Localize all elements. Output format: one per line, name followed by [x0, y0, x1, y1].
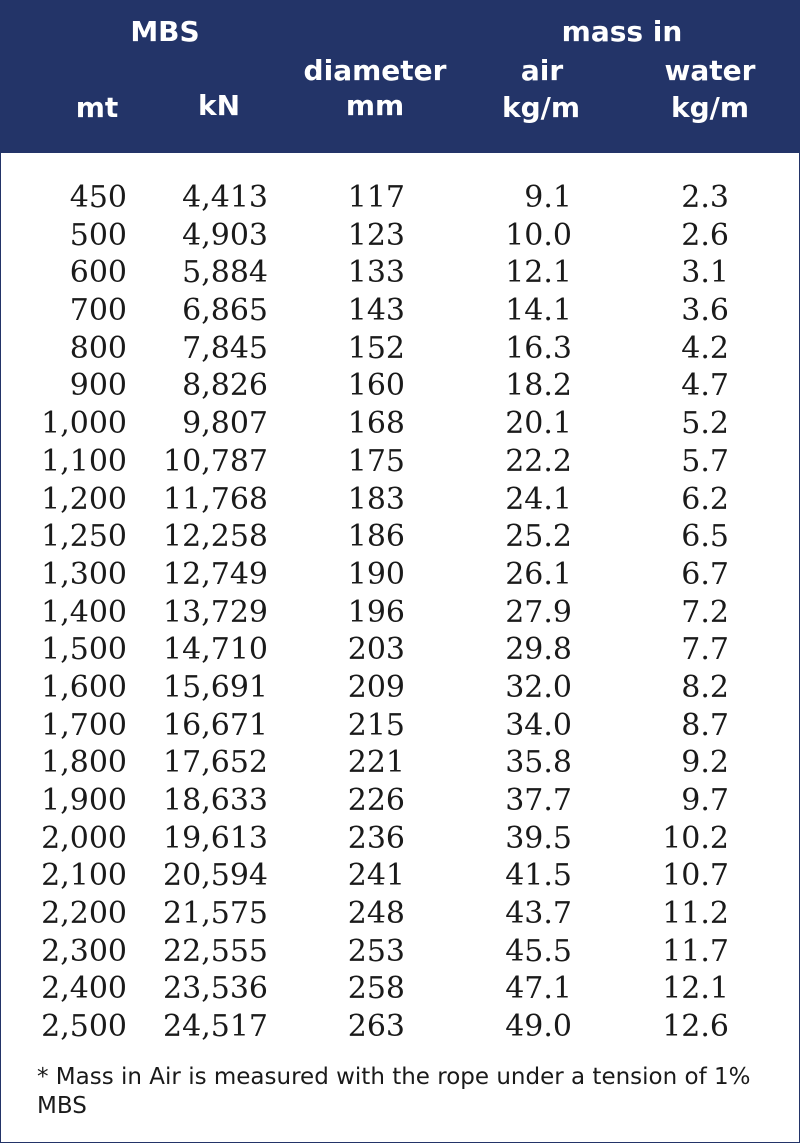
cell-mt: 1,800	[41, 745, 127, 781]
table-row	[1, 405, 799, 443]
cell-kn: 9,807	[182, 406, 268, 442]
cell-kn: 23,536	[163, 971, 268, 1007]
cell-kn: 22,555	[163, 933, 268, 969]
cell-mt: 1,500	[41, 632, 127, 668]
table-row	[1, 594, 799, 632]
cell-dia: 160	[347, 368, 405, 404]
cell-water: 5.7	[681, 443, 729, 479]
table-row	[1, 744, 799, 782]
table-row	[1, 292, 799, 330]
cell-water: 10.7	[662, 858, 729, 894]
table-row	[1, 367, 799, 405]
cell-water: 2.6	[681, 217, 729, 253]
cell-air: 12.1	[505, 255, 572, 291]
cell-kn: 24,517	[163, 1009, 268, 1045]
cell-dia: 152	[347, 330, 405, 366]
water-unit-heading: kg/m	[670, 91, 750, 124]
cell-mt: 1,700	[41, 707, 127, 743]
mm-unit-heading: mm	[345, 89, 405, 122]
cell-dia: 258	[347, 971, 405, 1007]
diameter-heading: diameter	[303, 54, 447, 87]
cell-air: 32.0	[505, 669, 572, 705]
cell-air: 25.2	[505, 519, 572, 555]
cell-mt: 2,000	[41, 820, 127, 856]
cell-dia: 190	[347, 556, 405, 592]
table-row	[1, 556, 799, 594]
cell-mt: 1,200	[41, 481, 127, 517]
cell-kn: 15,691	[163, 669, 268, 705]
mass-in-heading: mass in	[561, 15, 683, 48]
cell-water: 4.2	[681, 330, 729, 366]
table-row	[1, 481, 799, 519]
cell-mt: 450	[69, 180, 127, 215]
kn-unit-heading: kN	[197, 89, 241, 122]
cell-kn: 12,749	[163, 556, 268, 592]
cell-air: 39.5	[505, 820, 572, 856]
table-header	[1, 1, 799, 153]
table-row	[1, 631, 799, 669]
cell-kn: 5,884	[182, 255, 268, 291]
cell-kn: 7,845	[182, 330, 268, 366]
cell-dia: 168	[347, 406, 405, 442]
cell-water: 11.2	[662, 896, 729, 932]
cell-mt: 1,300	[41, 556, 127, 592]
cell-kn: 4,413	[182, 180, 268, 215]
cell-dia: 253	[347, 933, 405, 969]
table-row	[1, 820, 799, 858]
cell-air: 35.8	[505, 745, 572, 781]
cell-mt: 900	[69, 368, 127, 404]
air-unit-heading: kg/m	[501, 91, 581, 124]
table-body	[1, 179, 799, 1046]
table-row	[1, 179, 799, 217]
table-row	[1, 933, 799, 971]
cell-mt: 1,000	[41, 406, 127, 442]
cell-dia: 183	[347, 481, 405, 517]
cell-water: 12.6	[662, 1009, 729, 1045]
cell-mt: 2,400	[41, 971, 127, 1007]
cell-dia: 143	[347, 293, 405, 329]
table-row	[1, 970, 799, 1008]
cell-water: 6.2	[681, 481, 729, 517]
table-row	[1, 857, 799, 895]
cell-water: 2.3	[681, 180, 729, 215]
cell-water: 6.5	[681, 519, 729, 555]
cell-water: 4.7	[681, 368, 729, 404]
cell-mt: 2,100	[41, 858, 127, 894]
cell-dia: 209	[347, 669, 405, 705]
mt-unit-heading: mt	[75, 91, 119, 124]
cell-water: 3.6	[681, 293, 729, 329]
cell-dia: 186	[347, 519, 405, 555]
cell-dia: 248	[347, 896, 405, 932]
cell-dia: 226	[347, 783, 405, 818]
table-row	[1, 669, 799, 707]
cell-water: 9.7	[681, 783, 729, 818]
cell-mt: 2,200	[41, 896, 127, 932]
table-row	[1, 518, 799, 556]
cell-kn: 4,903	[182, 217, 268, 253]
water-heading: water	[664, 54, 756, 87]
cell-water: 8.7	[681, 707, 729, 743]
cell-kn: 6,865	[182, 293, 268, 329]
cell-mt: 500	[69, 217, 127, 253]
cell-water: 9.2	[681, 745, 729, 781]
air-heading: air	[520, 54, 564, 87]
cell-dia: 215	[347, 707, 405, 743]
table-row	[1, 254, 799, 292]
table-row	[1, 707, 799, 745]
cell-dia: 236	[347, 820, 405, 856]
cell-water: 8.2	[681, 669, 729, 705]
cell-air: 37.7	[505, 783, 572, 818]
cell-air: 24.1	[505, 481, 572, 517]
cell-dia: 117	[347, 180, 405, 215]
mbs-heading: MBS	[130, 15, 200, 48]
cell-water: 7.7	[681, 632, 729, 668]
cell-dia: 221	[347, 745, 405, 781]
cell-air: 49.0	[505, 1009, 572, 1045]
cell-mt: 2,500	[41, 1009, 127, 1045]
cell-mt: 1,250	[41, 519, 127, 555]
cell-air: 26.1	[505, 556, 572, 592]
cell-air: 43.7	[505, 896, 572, 932]
cell-kn: 16,671	[163, 707, 268, 743]
cell-mt: 1,400	[41, 594, 127, 630]
cell-air: 9.1	[524, 180, 572, 215]
table-row	[1, 895, 799, 933]
table-row	[1, 782, 799, 820]
cell-air: 29.8	[505, 632, 572, 668]
cell-kn: 21,575	[163, 896, 268, 932]
cell-dia: 263	[347, 1009, 405, 1045]
cell-kn: 19,613	[163, 820, 268, 856]
cell-air: 34.0	[505, 707, 572, 743]
cell-dia: 175	[347, 443, 405, 479]
cell-water: 6.7	[681, 556, 729, 592]
cell-water: 12.1	[662, 971, 729, 1007]
cell-dia: 203	[347, 632, 405, 668]
cell-air: 16.3	[505, 330, 572, 366]
cell-mt: 700	[69, 293, 127, 329]
cell-dia: 123	[347, 217, 405, 253]
cell-water: 3.1	[681, 255, 729, 291]
cell-air: 47.1	[505, 971, 572, 1007]
table-row	[1, 330, 799, 368]
cell-air: 27.9	[505, 594, 572, 630]
cell-kn: 8,826	[182, 368, 268, 404]
cell-dia: 133	[347, 255, 405, 291]
cell-water: 5.2	[681, 406, 729, 442]
cell-air: 18.2	[505, 368, 572, 404]
cell-mt: 1,900	[41, 783, 127, 818]
cell-mt: 2,300	[41, 933, 127, 969]
cell-kn: 12,258	[163, 519, 268, 555]
table-row	[1, 443, 799, 481]
cell-water: 7.2	[681, 594, 729, 630]
cell-mt: 1,100	[41, 443, 127, 479]
cell-kn: 17,652	[163, 745, 268, 781]
footnote: * Mass in Air is measured with the rope under a tension of 1% MBS	[37, 1064, 751, 1119]
table-row	[1, 1008, 799, 1046]
cell-air: 20.1	[505, 406, 572, 442]
cell-kn: 13,729	[163, 594, 268, 630]
cell-air: 14.1	[505, 293, 572, 329]
cell-mt: 800	[69, 330, 127, 366]
cell-kn: 10,787	[163, 443, 268, 479]
cell-air: 22.2	[505, 443, 572, 479]
cell-kn: 11,768	[163, 481, 268, 517]
cell-air: 45.5	[505, 933, 572, 969]
cell-water: 11.7	[662, 933, 729, 969]
cell-dia: 196	[347, 594, 405, 630]
cell-kn: 18,633	[163, 783, 268, 818]
table-row	[1, 217, 799, 255]
cell-mt: 1,600	[41, 669, 127, 705]
cell-mt: 600	[69, 255, 127, 291]
cell-air: 41.5	[505, 858, 572, 894]
cell-water: 10.2	[662, 820, 729, 856]
cell-air: 10.0	[505, 217, 572, 253]
cell-kn: 14,710	[163, 632, 268, 668]
cell-dia: 241	[347, 858, 405, 894]
cell-kn: 20,594	[163, 858, 268, 894]
